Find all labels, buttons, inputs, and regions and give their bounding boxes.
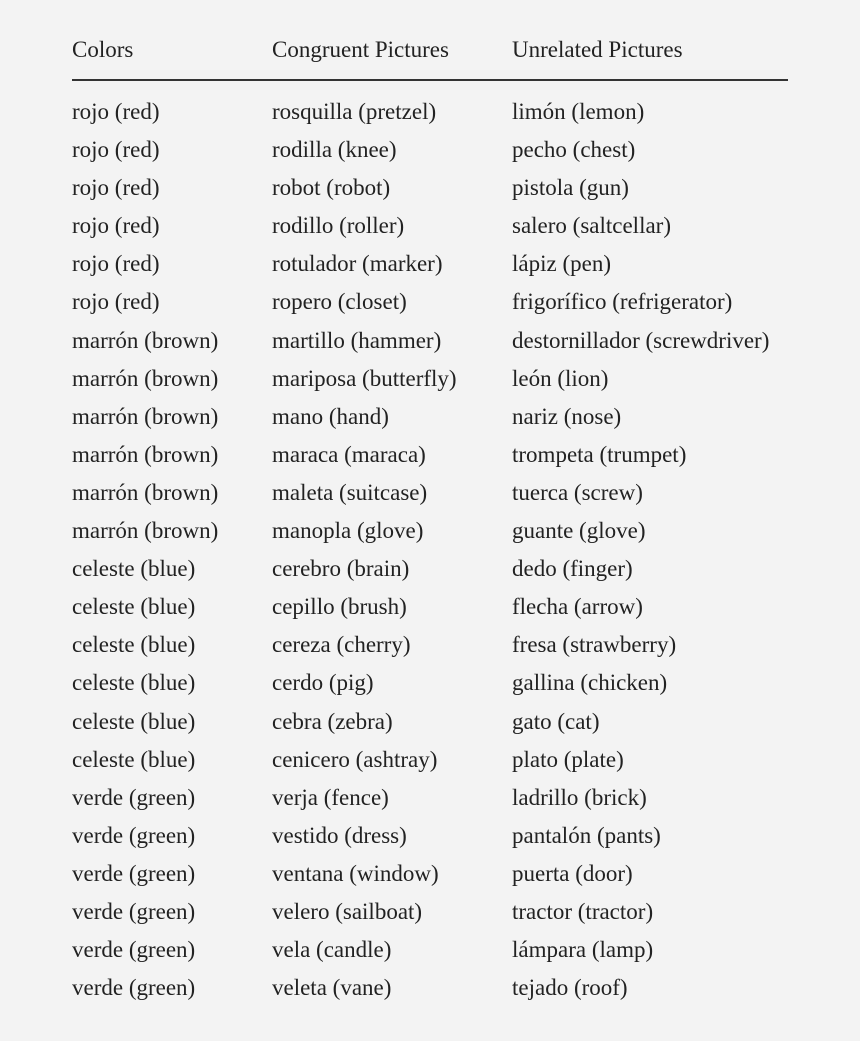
cell-color: verde (green) (72, 860, 196, 886)
cell-color: celeste (blue) (72, 746, 196, 772)
cell-color: rojo (red) (72, 137, 160, 163)
cell-unrelated-picture: pecho (chest) (512, 137, 636, 163)
cell-unrelated-picture: ladrillo (brick) (512, 784, 647, 810)
cell-color: rojo (red) (72, 175, 160, 201)
cell-congruent-picture: maleta (suitcase) (272, 479, 428, 505)
cell-color: celeste (blue) (72, 670, 196, 696)
header-rule (72, 79, 788, 81)
table-row (72, 856, 788, 894)
cell-congruent-picture: cerebro (brain) (272, 556, 410, 582)
cell-unrelated-picture: lámpara (lamp) (512, 937, 654, 963)
table-row (72, 284, 788, 322)
table-row (72, 399, 788, 437)
cell-color: rojo (red) (72, 213, 160, 239)
cell-unrelated-picture: lápiz (pen) (512, 251, 611, 277)
cell-congruent-picture: mano (hand) (272, 403, 389, 429)
cell-color: verde (green) (72, 784, 196, 810)
table-row (72, 246, 788, 284)
table-row (72, 704, 788, 742)
table-row (72, 742, 788, 780)
table-row (72, 361, 788, 399)
cell-congruent-picture: velero (sailboat) (272, 898, 423, 924)
cell-congruent-picture: martillo (hammer) (272, 327, 442, 353)
table-row (72, 627, 788, 665)
table-row (72, 551, 788, 589)
cell-congruent-picture: mariposa (butterfly) (272, 365, 457, 391)
cell-unrelated-picture: fresa (strawberry) (512, 632, 677, 658)
cell-congruent-picture: rosquilla (pretzel) (272, 99, 437, 124)
cell-color: celeste (blue) (72, 594, 196, 620)
cell-color: rojo (red) (72, 251, 160, 277)
cell-unrelated-picture: nariz (nose) (512, 403, 622, 429)
cell-unrelated-picture: puerta (door) (512, 860, 633, 886)
cell-congruent-picture: rotulador (marker) (272, 251, 443, 277)
cell-congruent-picture: cerdo (pig) (272, 670, 374, 696)
word-table (72, 0, 788, 1001)
table-row (72, 780, 788, 818)
cell-unrelated-picture: destornillador (screwdriver) (512, 327, 770, 353)
cell-congruent-picture: cenicero (ashtray) (272, 746, 438, 772)
cell-congruent-picture: verja (fence) (272, 784, 389, 810)
cell-color: verde (green) (72, 937, 196, 963)
cell-unrelated-picture: tuerca (screw) (512, 479, 643, 505)
cell-color: marrón (brown) (72, 403, 219, 429)
cell-congruent-picture: maraca (maraca) (272, 441, 426, 467)
table-row (72, 94, 788, 132)
cell-congruent-picture: cereza (cherry) (272, 632, 411, 658)
cell-unrelated-picture: tejado (roof) (512, 975, 628, 1001)
table-row (72, 818, 788, 856)
table-row (72, 665, 788, 703)
header-unrelated-pictures: Unrelated Pictures (512, 37, 683, 62)
cell-color: verde (green) (72, 898, 196, 924)
table-row (72, 475, 788, 513)
cell-color: verde (green) (72, 822, 196, 848)
cell-unrelated-picture: frigorífico (refrigerator) (512, 289, 733, 315)
cell-congruent-picture: vestido (dress) (272, 822, 407, 848)
cell-unrelated-picture: dedo (finger) (512, 556, 633, 582)
cell-unrelated-picture: salero (saltcellar) (512, 213, 671, 239)
cell-congruent-picture: veleta (vane) (272, 975, 392, 1001)
table-row (72, 323, 788, 361)
cell-unrelated-picture: limón (lemon) (512, 99, 645, 124)
cell-color: marrón (brown) (72, 479, 219, 505)
cell-unrelated-picture: gato (cat) (512, 708, 600, 734)
cell-unrelated-picture: pistola (gun) (512, 175, 629, 201)
cell-color: marrón (brown) (72, 327, 219, 353)
table-row (72, 894, 788, 932)
table-row (72, 132, 788, 170)
table-header (72, 0, 788, 80)
table-body (72, 94, 788, 1008)
header-congruent-pictures: Congruent Pictures (272, 37, 449, 62)
header-colors: Colors (72, 37, 134, 62)
cell-color: celeste (blue) (72, 632, 196, 658)
cell-congruent-picture: cebra (zebra) (272, 708, 393, 734)
cell-unrelated-picture: tractor (tractor) (512, 898, 654, 924)
cell-congruent-picture: ventana (window) (272, 860, 439, 886)
cell-color: celeste (blue) (72, 556, 196, 582)
cell-congruent-picture: cepillo (brush) (272, 594, 407, 620)
cell-unrelated-picture: pantalón (pants) (512, 822, 661, 848)
table-row (72, 970, 788, 1008)
table-row (72, 932, 788, 970)
cell-unrelated-picture: plato (plate) (512, 746, 624, 772)
cell-congruent-picture: ropero (closet) (272, 289, 407, 315)
table-row (72, 437, 788, 475)
cell-color: marrón (brown) (72, 365, 219, 391)
table-row (72, 170, 788, 208)
table-row (72, 513, 788, 551)
cell-color: rojo (red) (72, 99, 160, 124)
cell-unrelated-picture: flecha (arrow) (512, 594, 643, 620)
cell-color: marrón (brown) (72, 518, 219, 544)
cell-unrelated-picture: trompeta (trumpet) (512, 441, 687, 467)
cell-congruent-picture: vela (candle) (272, 937, 392, 963)
cell-color: verde (green) (72, 975, 196, 1001)
cell-color: marrón (brown) (72, 441, 219, 467)
cell-color: celeste (blue) (72, 708, 196, 734)
cell-unrelated-picture: guante (glove) (512, 518, 646, 544)
table-row (72, 208, 788, 246)
cell-color: rojo (red) (72, 289, 160, 315)
cell-unrelated-picture: león (lion) (512, 365, 609, 391)
cell-congruent-picture: manopla (glove) (272, 518, 424, 544)
cell-congruent-picture: rodilla (knee) (272, 137, 397, 163)
cell-congruent-picture: robot (robot) (272, 175, 391, 201)
table-row (72, 589, 788, 627)
cell-congruent-picture: rodillo (roller) (272, 213, 405, 239)
cell-unrelated-picture: gallina (chicken) (512, 670, 668, 696)
